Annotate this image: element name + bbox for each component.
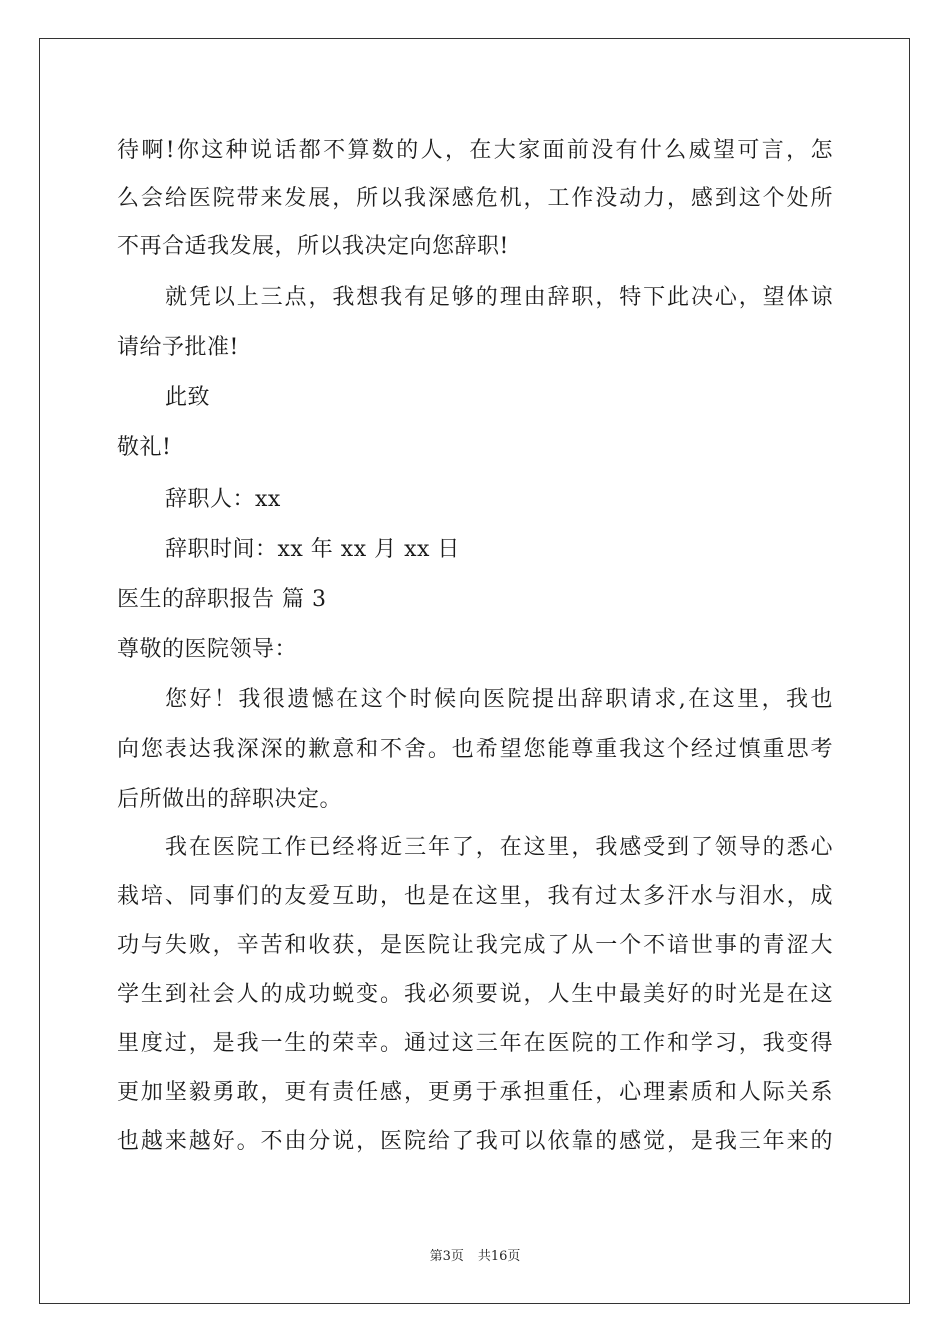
page-number: 第3页 — [429, 1249, 464, 1264]
paragraph-line: 向您表达我深深的歉意和不舍。也希望您能尊重我这个经过慎重思考 — [117, 737, 833, 762]
paragraph-line: 学生到社会人的成功蜕变。我必须要说，人生中最美好的时光是在这 — [117, 982, 833, 1007]
closing-salutation: 此致 — [165, 385, 211, 410]
paragraph-line: 请给予批准! — [117, 335, 239, 360]
signature-date: 辞职时间：xx 年 xx 月 xx 日 — [165, 537, 460, 562]
paragraph-line: 功与失败，辛苦和收获，是医院让我完成了从一个不谙世事的青涩大 — [117, 933, 833, 958]
paragraph-line: 里度过，是我一生的荣幸。通过这三年在医院的工作和学习，我变得 — [117, 1031, 833, 1056]
paragraph-line: 待啊!你这种说话都不算数的人，在大家面前没有什么威望可言，怎 — [117, 138, 833, 163]
paragraph-line: 栽培、同事们的友爱互助，也是在这里，我有过太多汗水与泪水，成 — [117, 884, 833, 909]
paragraph-line: 也越来越好。不由分说，医院给了我可以依靠的感觉，是我三年来的 — [117, 1129, 833, 1154]
paragraph-line: 后所做出的辞职决定。 — [117, 787, 343, 812]
section-heading: 医生的辞职报告 篇 3 — [117, 587, 327, 612]
signature-name: 辞职人：xx — [165, 487, 281, 512]
paragraph-line: 不再合适我发展，所以我决定向您辞职! — [117, 234, 509, 259]
letter-greeting: 尊敬的医院领导： — [117, 637, 298, 662]
paragraph-line: 么会给医院带来发展，所以我深感危机，工作没动力，感到这个处所 — [117, 186, 833, 211]
page-border — [39, 38, 910, 1304]
paragraph-line: 您好！我很遗憾在这个时候向医院提出辞职请求,在这里，我也 — [165, 687, 833, 712]
paragraph-line: 更加坚毅勇敢，更有责任感，更勇于承担重任，心理素质和人际关系 — [117, 1080, 833, 1105]
closing-regards: 敬礼! — [117, 435, 172, 460]
paragraph-line: 我在医院工作已经将近三年了，在这里，我感受到了领导的悉心 — [165, 835, 833, 860]
page-total: 共16页 — [477, 1249, 521, 1264]
paragraph-line: 就凭以上三点，我想我有足够的理由辞职，特下此决心，望体谅 — [165, 285, 833, 310]
page-footer — [0, 1248, 950, 1266]
